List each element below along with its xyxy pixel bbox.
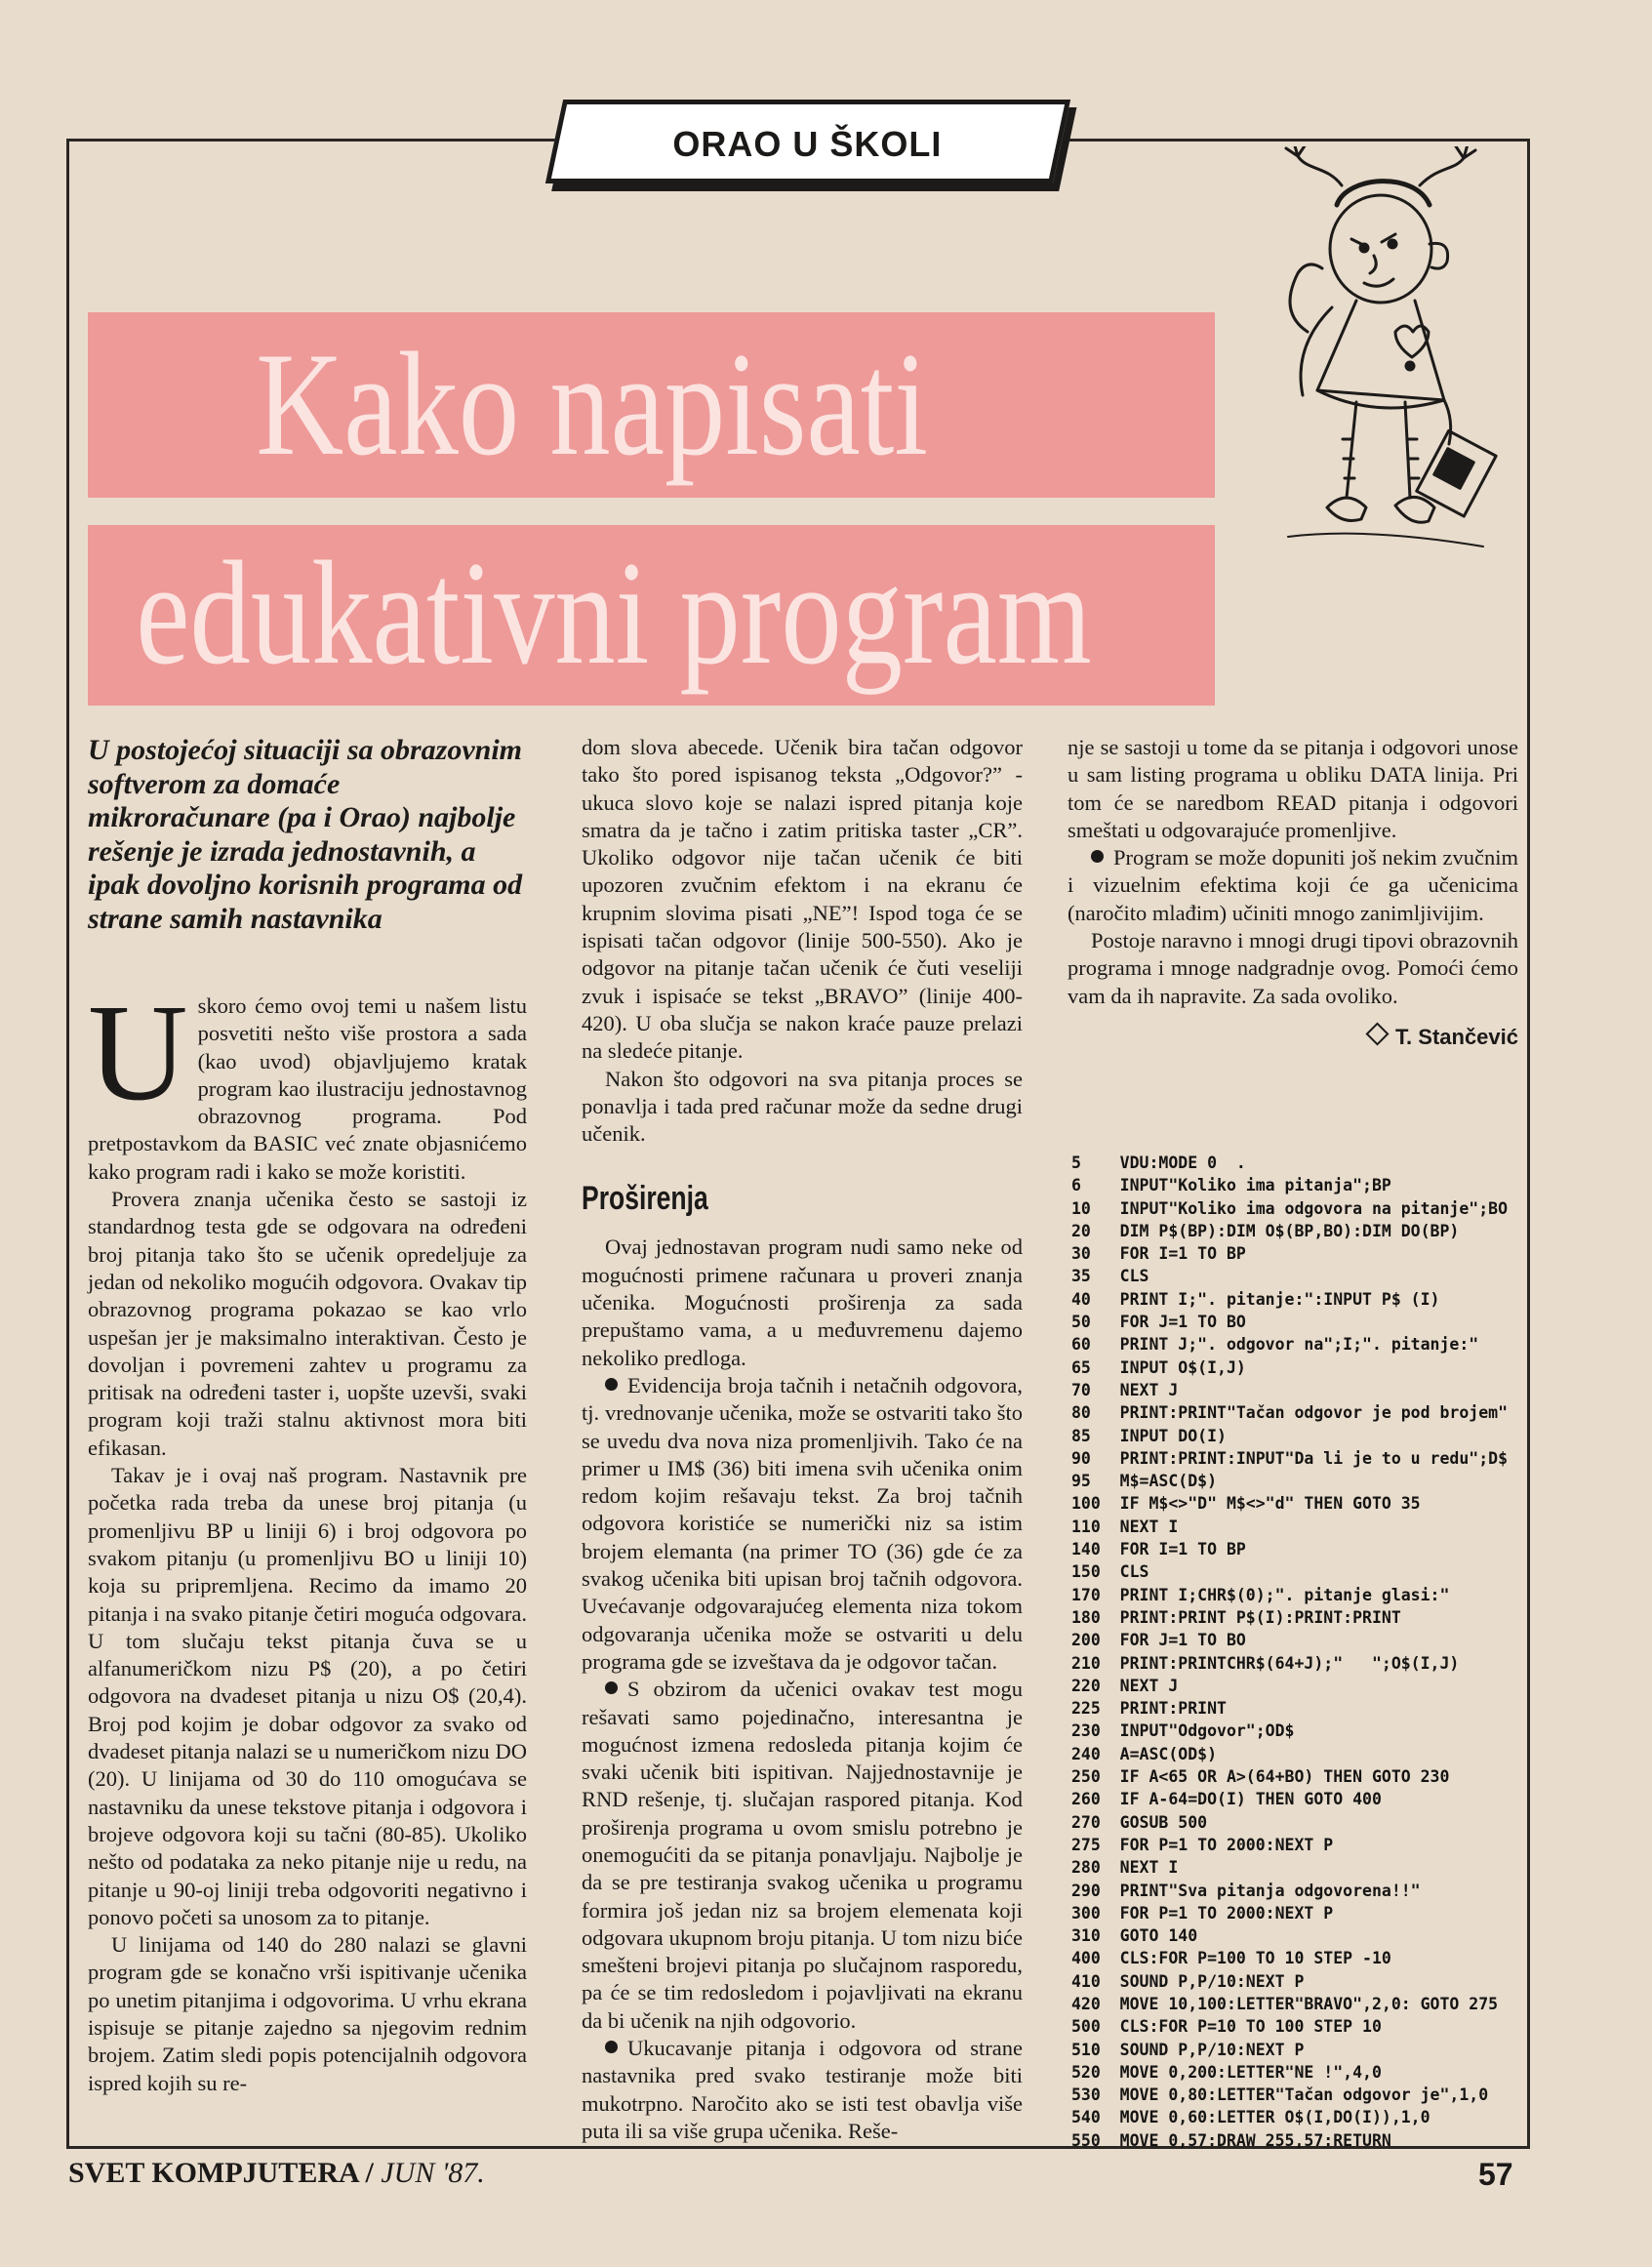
listing-line: 180 PRINT:PRINT P$(I):PRINT:PRINT — [1071, 1607, 1401, 1627]
col2-paragraph-3: Ovaj jednostavan program nudi samo neke od mogućnosti primene računara u proveri znanja učenika. Mogućnosti proširenja za sada prepuštamo vama, a u međuvremenu dajemo nekoliko predloga. — [582, 1235, 1023, 1370]
issue-date: JUN '87. — [381, 2157, 485, 2189]
listing-line: 150 CLS — [1071, 1562, 1149, 1582]
column-1 — [88, 734, 527, 2097]
headline-band-bottom — [88, 525, 1215, 706]
listing-line: 250 IF A<65 OR A>(64+BO) THEN GOTO 230 — [1071, 1767, 1450, 1787]
bullet-icon — [605, 1681, 618, 1694]
listing-line: 140 FOR I=1 TO BP — [1071, 1540, 1246, 1559]
col3-paragraph-2: Postoje naravno i mnogi drugi tipovi obrazovnih programa i mnoge nadgradnje ovog. Pomoći ćemo vam da ih napravite. Za sada ovoliko. — [1068, 928, 1518, 1008]
page-number: 57 — [1478, 2157, 1513, 2192]
listing-line: 240 A=ASC(OD$) — [1071, 1744, 1218, 1763]
col1-paragraph-2: Provera znanja učenika često se sastoji iz standardnog testa gde se odgovara na određeni broj pitanja tako što se učenik opredeljuje za jedan od nekoliko mogućih odgovora. Ovakav tip obrazovnog programa pokazao se kao vrlo uspešan jer je maksimalno interaktivan. Često je dovoljan i povremeni zahtev u programu za pritisak na određeni taster i, uopšte uzevši, svaki program koji traži stalnu aktivnost mora biti efikasan. — [88, 1187, 527, 1460]
listing-line: 230 INPUT"Odgovor";OD$ — [1071, 1721, 1295, 1741]
footer-publication — [68, 2157, 485, 2190]
section-label-tab — [545, 100, 1070, 183]
listing-line: 200 FOR J=1 TO BO — [1071, 1631, 1246, 1650]
listing-line: 100 IF M$<>"D" M$<>"d" THEN GOTO 35 — [1071, 1494, 1421, 1514]
listing-line: 65 INPUT O$(I,J) — [1071, 1357, 1246, 1377]
listing-line: 220 NEXT J — [1071, 1676, 1179, 1695]
col3-bullet-1-text: Program se može dopuniti još nekim zvučnim i vizuelnim efektima koji će ga učenicima (naročito mlađim) učiniti mnogo zanimljivijim. — [1068, 845, 1518, 925]
headline-band-top — [88, 312, 1215, 498]
listing-line: 95 M$=ASC(D$) — [1071, 1472, 1218, 1491]
listing-line: 85 INPUT DO(I) — [1071, 1426, 1227, 1445]
bullet-icon — [605, 1378, 618, 1391]
listing-line: 80 PRINT:PRINT"Tačan odgovor je pod brojem" — [1071, 1403, 1509, 1423]
col1-paragraph-4: U linijama od 140 do 280 nalazi se glavni program gde se konačno vrši ispitivanje učenika po unetim pitanjima i odgovorima. U vrhu ekrana ispisuje se pitanje zajedno sa njegovim rednim brojem. Zatim sledi popis potencijalnih odgovora ispred kojih su re- — [88, 1932, 527, 2095]
listing-line: 110 NEXT I — [1071, 1517, 1179, 1536]
publication-name: SVET KOMPJUTERA / — [68, 2157, 374, 2189]
col2-bullet-3-text: Ukucavanje pitanja i odgovora od strane nastavnika pred svako testiranje može biti mukotrpno. Naročito ako se isti test obavlja više puta ili sa više grupa učenika. Reše- — [582, 2036, 1023, 2143]
listing-line: 50 FOR J=1 TO BO — [1071, 1313, 1246, 1332]
listing-line: 70 NEXT J — [1071, 1380, 1179, 1399]
listing-line: 310 GOTO 140 — [1071, 1926, 1198, 1946]
listing-line: 35 CLS — [1071, 1267, 1149, 1286]
listing-line: 420 MOVE 10,100:LETTER"BRAVO",2,0: GOTO 275 — [1071, 1994, 1499, 2013]
listing-line: 6 INPUT"Koliko ima pitanja";BP — [1071, 1176, 1391, 1195]
listing-line: 530 MOVE 0,80:LETTER"Tačan odgovor je",1,0 — [1071, 2085, 1489, 2105]
listing-line: 500 CLS:FOR P=10 TO 100 STEP 10 — [1071, 2017, 1382, 2037]
bullet-icon — [605, 2041, 618, 2053]
col2-paragraph-2: Nakon što odgovori na sva pitanja proces se ponavlja i tada pred računar može da sedne drugi učenik. — [582, 1066, 1023, 1147]
listing-line: 540 MOVE 0,60:LETTER O$(I,DO(I)),1,0 — [1071, 2108, 1430, 2127]
listing-line: 410 SOUND P,P/10:NEXT P — [1071, 1971, 1305, 1991]
author-name: T. Stančević — [1395, 1024, 1518, 1049]
listing-line: 170 PRINT I;CHR$(0);". pitanje glasi:" — [1071, 1585, 1450, 1604]
listing-line: 30 FOR I=1 TO BP — [1071, 1244, 1246, 1264]
bullet-icon — [1091, 850, 1104, 863]
listing-line: 275 FOR P=1 TO 2000:NEXT P — [1071, 1835, 1334, 1854]
listing-line: 400 CLS:FOR P=100 TO 10 STEP -10 — [1071, 1949, 1391, 1968]
subheading-prosirenja: Proširenja — [582, 1180, 708, 1218]
col2-bullet-2 — [582, 1676, 1023, 2035]
drop-cap: U — [88, 975, 188, 1129]
col2-paragraph-1: dom slova abecede. Učenik bira tačan odgovor tako što pored ispisanog teksta „Odgovor?” - ukuca slovo koje se nalazi ispred pitanja koje smatra da je tačno i zatim pritiska taster „CR”. Ukoliko odgovor nije tačan učenik će biti upozoren zvučnim efektom i na ekranu će krupnim slovima pisati „NE”! Ispod toga će se ispisati tačan odgovor (linije 500-550). Ako je odgovor na pitanje tačan učenik će čuti veseliji zvuk i ispisaće se tekst „BRAVO” (linije 400-420). U oba slučja se nakon kraće pauze prelazi na sledeće pitanje. — [582, 735, 1023, 1064]
listing-line: 300 FOR P=1 TO 2000:NEXT P — [1071, 1903, 1334, 1923]
diamond-icon — [1366, 1022, 1390, 1045]
lead-paragraph: U postojećoj situaciji sa obrazovnim softverom za domaće mikroračunare (pa i Orao) najbolje rešenje je izrada jednostavnih, a ipak dovoljno korisnih programa od strane samih nastavnika — [88, 734, 523, 935]
girl-cartoon-illustration — [1249, 146, 1512, 693]
col3-bullet-1 — [1068, 844, 1518, 927]
column-2 — [582, 734, 1023, 2145]
listing-line: 225 PRINT:PRINT — [1071, 1699, 1227, 1719]
column-3 — [1068, 734, 1518, 1051]
listing-line: 280 NEXT I — [1071, 1858, 1179, 1878]
listing-line: 210 PRINT:PRINTCHR$(64+J);" ";O$(I,J) — [1071, 1653, 1460, 1673]
listing-line: 270 GOSUB 500 — [1071, 1812, 1208, 1832]
listing-line: 5 VDU:MODE 0 . — [1071, 1154, 1246, 1172]
author-byline — [1068, 1024, 1518, 1051]
basic-program-listing — [1071, 1152, 1530, 2152]
col2-bullet-1 — [582, 1372, 1023, 1676]
listing-line: 510 SOUND P,P/10:NEXT P — [1071, 2040, 1305, 2059]
listing-line: 90 PRINT:PRINT:INPUT"Da li je to u redu";D$ — [1071, 1448, 1509, 1468]
col3-paragraph-1: nje se sastoji u tome da se pitanja i odgovori unose u sam listing programa u obliku DATA linija. Pri tom će se naredbom READ pitanja i odgovori smeštati u odgovarajuće promenljive. — [1068, 735, 1518, 842]
section-label: ORAO U ŠKOLI — [672, 124, 943, 164]
col1-paragraph-3: Takav je i ovaj naš program. Nastavnik pre početka rada treba da unese broj pitanja (u promenljivu BP u liniji 6) i broj odgovora po svakom pitanju (u promenljivu BO u liniji 10) koja su pripremljena. Recimo da imamo 20 pitanja i na svako pitanje četiri moguća odgovara. U tom slučaju tekst pitanja čuva se u alfanumeričkom nizu P$ (20), a po četiri odgovora na dvadeset pitanja u nizu O$ (20,4). Broj pod kojim je dobar odgovor za svako od dvadeset pitanja nalazi se u numeričkom nizu DO (20). U linijama od 30 do 110 omogućava se nastavniku da unese tekstove pitanja i odgovora i brojeve odgovora koji su tačni (80-85). Ukoliko nešto od podataka za neko pitanje nije u redu, na pitanje u 90-oj liniji treba odgovoriti negativno i ponovo početi sa unosom za to pitanje. — [88, 1463, 527, 1929]
intro-paragraph — [88, 975, 527, 1186]
listing-line: 60 PRINT J;". odgovor na";I;". pitanje:" — [1071, 1335, 1479, 1355]
listing-line: 290 PRINT"Sva pitanja odgovorena!!" — [1071, 1881, 1421, 1900]
headline-line2: edukativni program — [136, 531, 1092, 695]
col2-bullet-3 — [582, 2035, 1023, 2145]
listing-line: 260 IF A-64=DO(I) THEN GOTO 400 — [1071, 1790, 1382, 1809]
listing-line: 40 PRINT I;". pitanje:":INPUT P$ (I) — [1071, 1289, 1440, 1309]
col2-bullet-2-text: S obzirom da učenici ovakav test mogu rešavati samo pojedinačno, interesantna je mogućnost izmena redosleda pitanja kojim će svaki učenik biti ispitivan. Najjednostavnije je RND rešenje, tj. slučajan raspored pitanja. Kod proširenja programa u ovom smislu potrebno je onemogućiti da se pitanja ponavljaju. Najbolje je da se pre testiranja svakog učenika u programu formira još jedan niz sa brojem elemenata koji odgovara ukupnom broju pitanja. U tom nizu biće smešteni brojevi pitanja po slučajnom rasporedu, pa će se tim redosledom i pojavljivati na ekranu da bi učenik na njih odgovorio. — [582, 1677, 1023, 2033]
col1-paragraph-1: skoro ćemo ovoj temi u našem listu posvetiti nešto više prostora a sada (kao uvod) objavljujemo kratak program kao ilustraciju jednostavnog obrazovnog programa. Pod pretpostavkom da BASIC već znate objasnićemo kako program radi i kako se može koristiti. — [88, 993, 527, 1184]
col2-bullet-1-text: Evidencija broja tačnih i netačnih odgovora, tj. vrednovanje učenika, može se ostvariti tako što se uvedu dva nova niza promenljivih. Tako će na primer u IM$ (36) biti imena svih učenika onim redom kojim rešavaju tekst. Za broj tačnih odgovora koristiće se numerički niz sa istim brojem elemanta (na primer TO (36) gde će za svakog učenika biti upisan broj tačnih odgovora. Uvećavanje odgovarajućeg elementa niza tokom odgovaranja učenika može se ostvariti u delu programa gde se izveštava da je odgovor tačan. — [582, 1372, 1023, 1674]
headline-line1: Kako napisati — [256, 322, 929, 486]
listing-line: 10 INPUT"Koliko ima odgovora na pitanje";BO — [1071, 1198, 1509, 1218]
listing-line: 20 DIM P$(BP):DIM O$(BP,BO):DIM DO(BP) — [1071, 1221, 1460, 1240]
listing-line: 520 MOVE 0,200:LETTER"NE !",4,0 — [1071, 2062, 1382, 2082]
listing-line: 550 MOVE 0,57:DRAW 255,57:RETURN — [1071, 2130, 1391, 2150]
